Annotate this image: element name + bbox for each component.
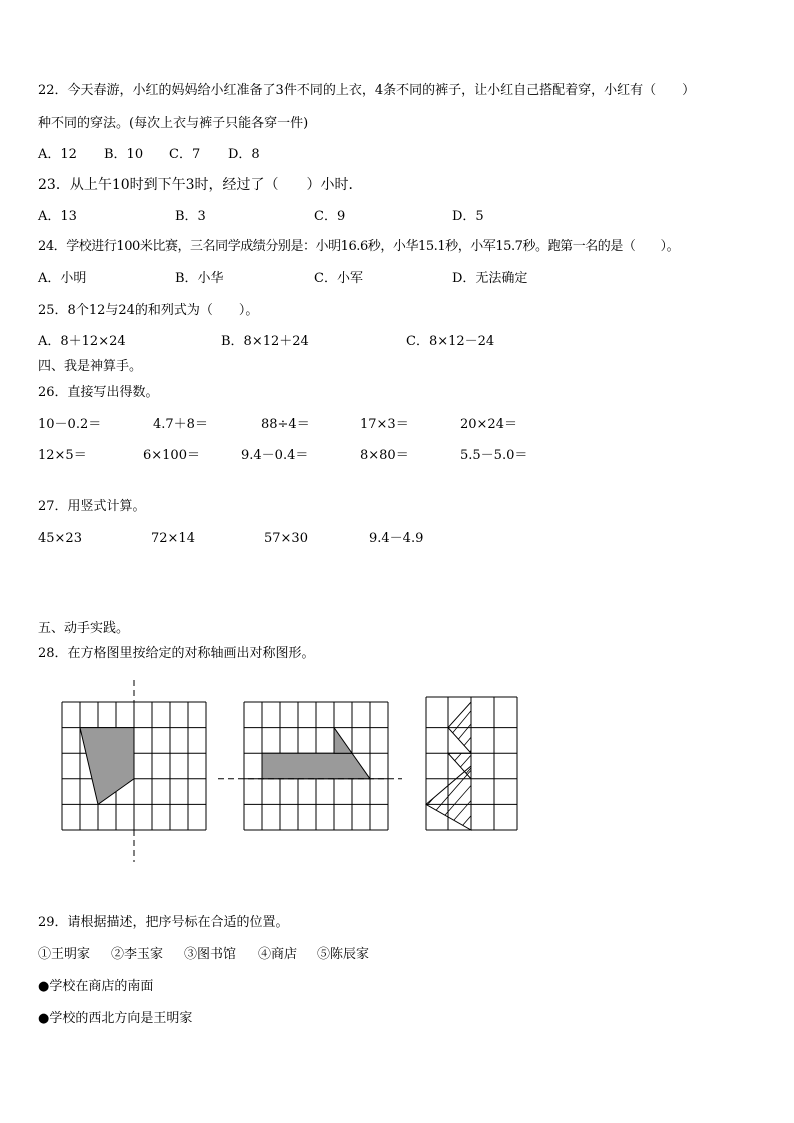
q22-line1: 22．今天春游，小红的妈妈给小红准备了3件不同的上衣，4条不同的裤子，让小红自己搭配着穿，小红有（ ） xyxy=(38,83,696,98)
q26-item: 88÷4＝ xyxy=(261,417,310,432)
q26-item: 8×80＝ xyxy=(360,448,409,463)
q24-text: 24．学校进行100米比赛，三名同学成绩分别是：小明16.6秒，小华15.1秒，小军15.7秒。跑第一名的是（ ）。 xyxy=(38,239,680,254)
q26-item: 20×24＝ xyxy=(460,417,517,432)
q25-option-a: A．8＋12×24 xyxy=(38,334,126,349)
q29-item-2: ②李玉家 xyxy=(111,947,164,962)
q27-item: 9.4－4.9 xyxy=(369,531,424,546)
q26-item: 9.4－0.4＝ xyxy=(241,448,309,463)
q28-text: 28．在方格图里按给定的对称轴画出对称图形。 xyxy=(38,646,315,661)
q29-item-5: ⑤陈辰家 xyxy=(317,947,370,962)
q24-option-d: D．无法确定 xyxy=(452,271,528,286)
q29-item-4: ④商店 xyxy=(258,947,298,962)
q22-option-b: B．10 xyxy=(104,147,144,162)
q25-option-b: B．8×12＋24 xyxy=(221,334,309,349)
q29-clue-1: ●学校在商店的南面 xyxy=(38,979,154,994)
q24-option-b: B．小华 xyxy=(175,271,224,286)
q27-item: 72×14 xyxy=(151,531,195,546)
q27-text: 27．用竖式计算。 xyxy=(38,499,146,514)
q24-option-a: A．小明 xyxy=(38,271,87,286)
q29-text: 29．请根据描述，把序号标在合适的位置。 xyxy=(38,915,289,930)
q29-clue-2: ●学校的西北方向是王明家 xyxy=(38,1011,193,1026)
q25-text: 25．8个12与24的和列式为（ ）。 xyxy=(38,303,259,318)
q29-item-1: ①王明家 xyxy=(38,947,91,962)
q25-option-c: C．8×12－24 xyxy=(406,334,495,349)
section-4-heading: 四、我是神算手。 xyxy=(38,359,143,374)
q27-item: 45×23 xyxy=(38,531,82,546)
q22-option-c: C．7 xyxy=(169,147,201,162)
q26-item: 6×100＝ xyxy=(143,448,200,463)
q22-option-a: A．12 xyxy=(38,147,77,162)
q26-item: 5.5－5.0＝ xyxy=(460,448,528,463)
q26-text: 26．直接写出得数。 xyxy=(38,385,159,400)
q26-item: 17×3＝ xyxy=(360,417,409,432)
q26-item: 4.7＋8＝ xyxy=(153,417,208,432)
q24-option-c: C．小军 xyxy=(314,271,363,286)
q27-item: 57×30 xyxy=(264,531,308,546)
q23-option-b: B．3 xyxy=(175,209,206,224)
q26-item: 12×5＝ xyxy=(38,448,87,463)
q23-option-a: A．13 xyxy=(38,209,77,224)
q29-item-3: ③图书馆 xyxy=(184,947,237,962)
section-5-heading: 五、动手实践。 xyxy=(38,621,130,636)
q23-option-d: D．5 xyxy=(452,209,484,224)
q22-line2: 种不同的穿法。(每次上衣与裤子只能各穿一件) xyxy=(38,116,309,131)
q23-option-c: C．9 xyxy=(314,209,346,224)
q23-text: 23．从上午10时到下午3时，经过了（ ）小时． xyxy=(38,177,363,193)
q26-item: 10－0.2＝ xyxy=(38,417,102,432)
q22-option-d: D．8 xyxy=(228,147,260,162)
